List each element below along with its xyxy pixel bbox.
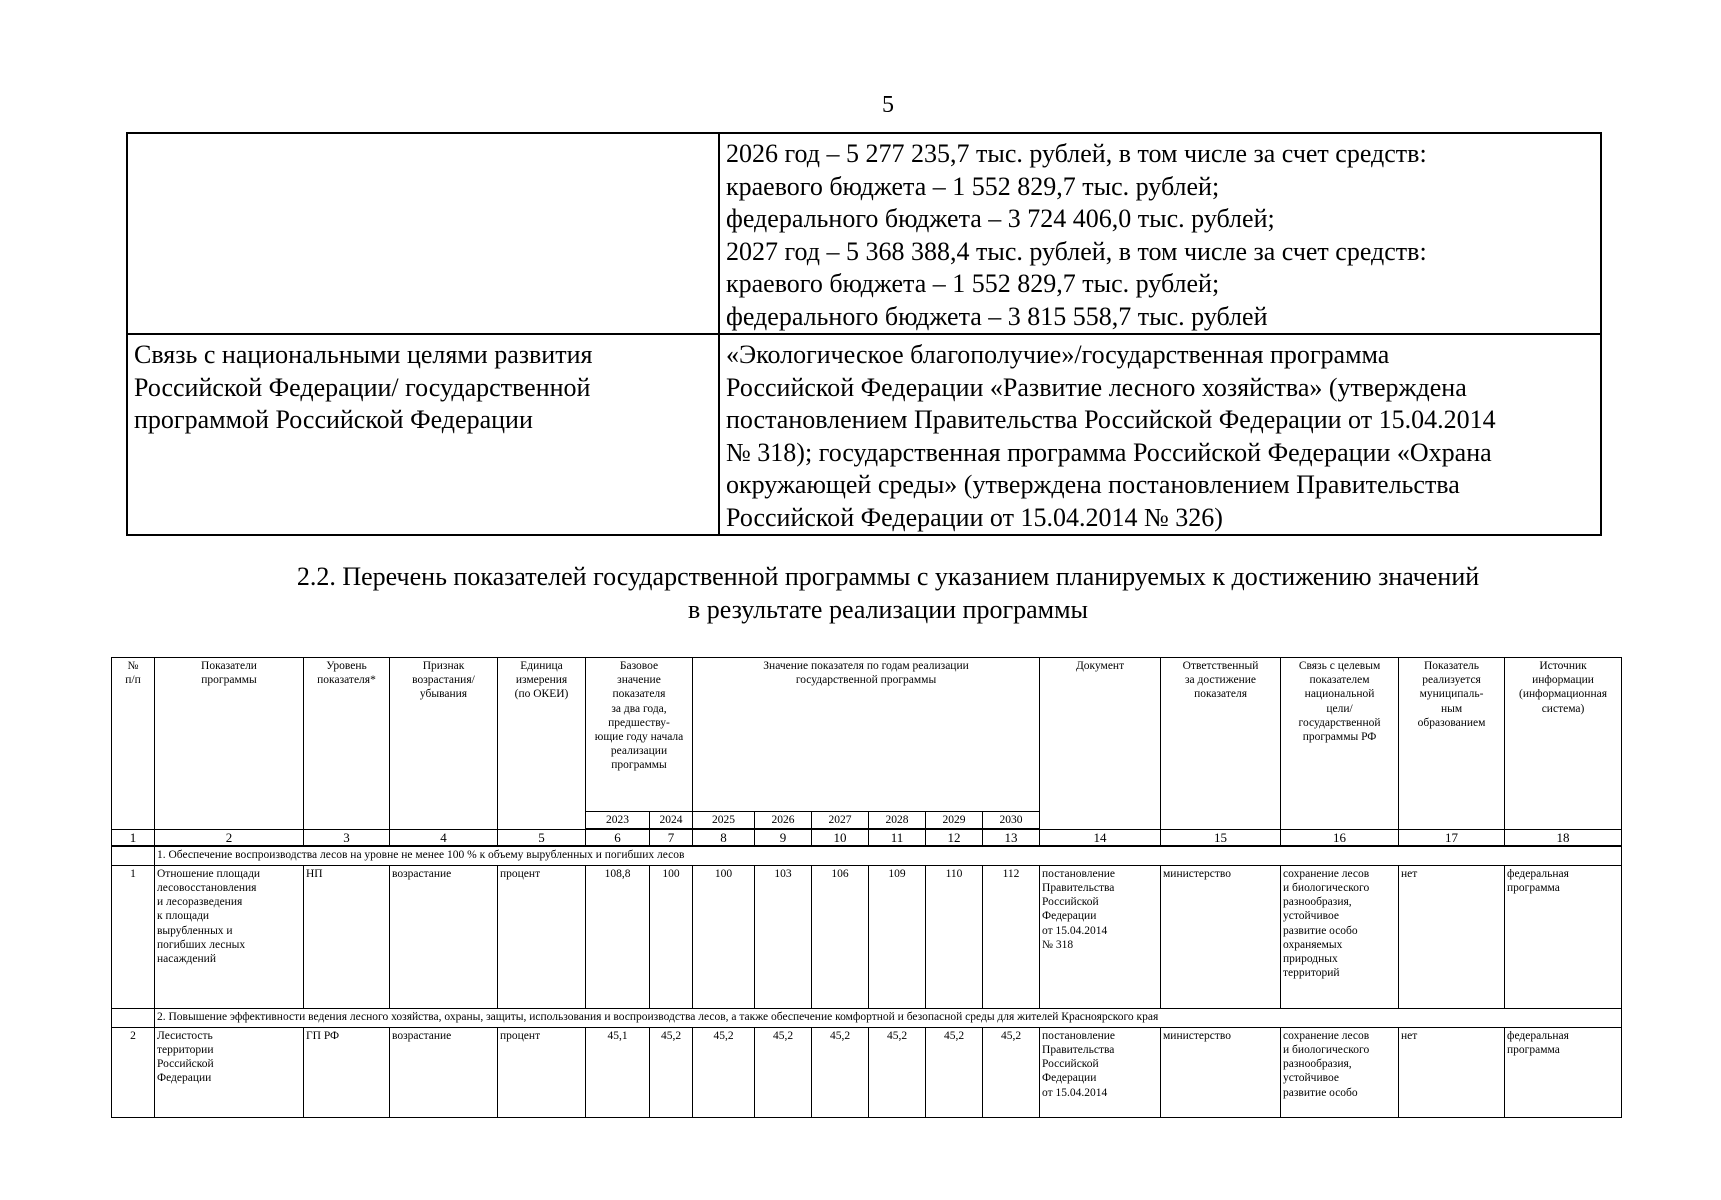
header-source: Источник информации (информационная система): [1505, 658, 1622, 830]
column-number: 4: [390, 829, 498, 846]
header-year: 2028: [869, 812, 926, 830]
column-number: 1: [112, 829, 155, 846]
year-value: 106: [812, 865, 869, 1008]
passport-row-national-goals: [127, 334, 1601, 535]
header-year: 2026: [755, 812, 812, 830]
page-number: 5: [882, 92, 894, 118]
year-value: 110: [926, 865, 983, 1008]
year-value: 45,2: [755, 1027, 812, 1117]
table-row: [112, 1027, 1622, 1117]
indicator-source: федеральная программа: [1505, 1027, 1622, 1117]
header-level: Уровень показателя*: [304, 658, 390, 830]
header-years-title: Значение показателя по годам реализации государственной программы: [693, 658, 1040, 812]
base-value: 108,8: [586, 865, 650, 1008]
column-number: 14: [1040, 829, 1161, 846]
column-number: 9: [755, 829, 812, 846]
column-number: 3: [304, 829, 390, 846]
indicator-trend: возрастание: [390, 1027, 498, 1117]
column-number: 16: [1281, 829, 1399, 846]
section-title: 2. Повышение эффективности ведения лесного хозяйства, охраны, защиты, использования и воспроизводства лесов, а также обеспечение комфортной и безопасной среды для жителей Красноярского края: [155, 1008, 1622, 1027]
header-indicator-name: Показатели программы: [155, 658, 304, 830]
indicator-trend: возрастание: [390, 865, 498, 1008]
header-base-year: 2024: [650, 812, 693, 830]
column-number: 6: [586, 829, 650, 846]
year-value: 100: [693, 865, 755, 1008]
row-number: 2: [112, 1027, 155, 1117]
header-municipal: Показатель реализуется муниципаль- ным образованием: [1399, 658, 1505, 830]
header-year: 2029: [926, 812, 983, 830]
column-number: 8: [693, 829, 755, 846]
year-value: 103: [755, 865, 812, 1008]
base-value: 45,2: [650, 1027, 693, 1117]
column-number: 10: [812, 829, 869, 846]
year-value: 45,2: [693, 1027, 755, 1117]
indicator-document: постановление Правительства Российской Федерации от 15.04.2014: [1040, 1027, 1161, 1117]
header-year: 2025: [693, 812, 755, 830]
indicator-unit: процент: [498, 1027, 586, 1117]
header-year: 2030: [983, 812, 1040, 830]
section-row-spacer: [112, 846, 155, 865]
section-title: 1. Обеспечение воспроизводства лесов на уровне не менее 100 % к объему вырубленных и погибших лесов: [155, 846, 1622, 865]
header-no: № п/п: [112, 658, 155, 830]
header-link: Связь с целевым показателем национальной цели/ государственной программы РФ: [1281, 658, 1399, 830]
year-value: 109: [869, 865, 926, 1008]
indicator-name: Отношение площади лесовосстановления и лесоразведения к площади вырубленных и погибших лесных насаждений: [155, 865, 304, 1008]
table-row: [112, 865, 1622, 1008]
header-unit: Единица измерения (по ОКЕИ): [498, 658, 586, 830]
header-document: Документ: [1040, 658, 1161, 830]
section-heading-line2: в результате реализации программы: [687, 595, 1089, 624]
indicator-municipal: нет: [1399, 1027, 1505, 1117]
indicators-table: [111, 657, 1622, 1118]
column-number: 11: [869, 829, 926, 846]
year-value: 45,2: [983, 1027, 1040, 1117]
column-number: 2: [155, 829, 304, 846]
header-base-year: 2023: [586, 812, 650, 830]
indicator-document: постановление Правительства Российской Федерации от 15.04.2014 № 318: [1040, 865, 1161, 1008]
column-number: 7: [650, 829, 693, 846]
indicator-name: Лесистость территории Российской Федерации: [155, 1027, 304, 1117]
base-value: 45,1: [586, 1027, 650, 1117]
indicator-level: ГП РФ: [304, 1027, 390, 1117]
passport-row1-value: 2026 год – 5 277 235,7 тыс. рублей, в том числе за счет средств: краевого бюджета – 1 552 829,7 тыс. рублей; федерального бюджета – 3 724 406,0 тыс. рублей; 2027 год – 5 368 388,4 тыс. рублей, в том числе за счет средств: краевого бюджета – 1 552 829,7 тыс. рублей; федерального бюджета – 3 815 558,7 тыс. рублей: [719, 133, 1601, 334]
year-value: 45,2: [926, 1027, 983, 1117]
passport-table: [126, 132, 1602, 536]
indicator-link: сохранение лесов и биологического разнообразия, устойчивое развитие особо: [1281, 1027, 1399, 1117]
section-row: [112, 846, 1622, 865]
section-row-spacer: [112, 1008, 155, 1027]
passport-row-funding: [127, 133, 1601, 334]
indicator-municipal: нет: [1399, 865, 1505, 1008]
section-heading: [0, 560, 1721, 626]
year-value: 112: [983, 865, 1040, 1008]
year-value: 45,2: [812, 1027, 869, 1117]
header-trend: Признак возрастания/ убывания: [390, 658, 498, 830]
header-year: 2027: [812, 812, 869, 830]
passport-row2-label: Связь с национальными целями развития Российской Федерации/ государственной программой Российской Федерации: [127, 334, 719, 535]
column-number: 5: [498, 829, 586, 846]
indicator-link: сохранение лесов и биологического разнообразия, устойчивое развитие особо охраняемых природных территорий: [1281, 865, 1399, 1008]
column-number: 13: [983, 829, 1040, 846]
passport-row2-value: «Экологическое благополучие»/государственная программа Российской Федерации «Развитие лесного хозяйства» (утверждена постановлением Правительства Российской Федерации от 15.04.2014 № 318); государственная программа Российской Федерации «Охрана окружающей среды» (утверждена постановлением Правительства Российской Федерации от 15.04.2014 № 326): [719, 334, 1601, 535]
year-value: 45,2: [869, 1027, 926, 1117]
column-numbers-row: [112, 829, 1622, 846]
header-responsible: Ответственный за достижение показателя: [1161, 658, 1281, 830]
column-number: 17: [1399, 829, 1505, 846]
indicator-unit: процент: [498, 865, 586, 1008]
indicator-level: НП: [304, 865, 390, 1008]
column-number: 12: [926, 829, 983, 846]
column-number: 18: [1505, 829, 1622, 846]
row-number: 1: [112, 865, 155, 1008]
section-heading-line1: 2.2. Перечень показателей государственной программы с указанием планируемых к достижению значений: [296, 562, 1480, 591]
indicators-header-row: [112, 658, 1622, 812]
base-value: 100: [650, 865, 693, 1008]
column-number: 15: [1161, 829, 1281, 846]
header-base-value: Базовое значение показателя за два года, предшеству- ющие году начала реализации программы: [586, 658, 693, 812]
section-row: [112, 1008, 1622, 1027]
indicator-responsible: министерство: [1161, 865, 1281, 1008]
passport-row1-label: [127, 133, 719, 334]
indicator-source: федеральная программа: [1505, 865, 1622, 1008]
indicator-responsible: министерство: [1161, 1027, 1281, 1117]
